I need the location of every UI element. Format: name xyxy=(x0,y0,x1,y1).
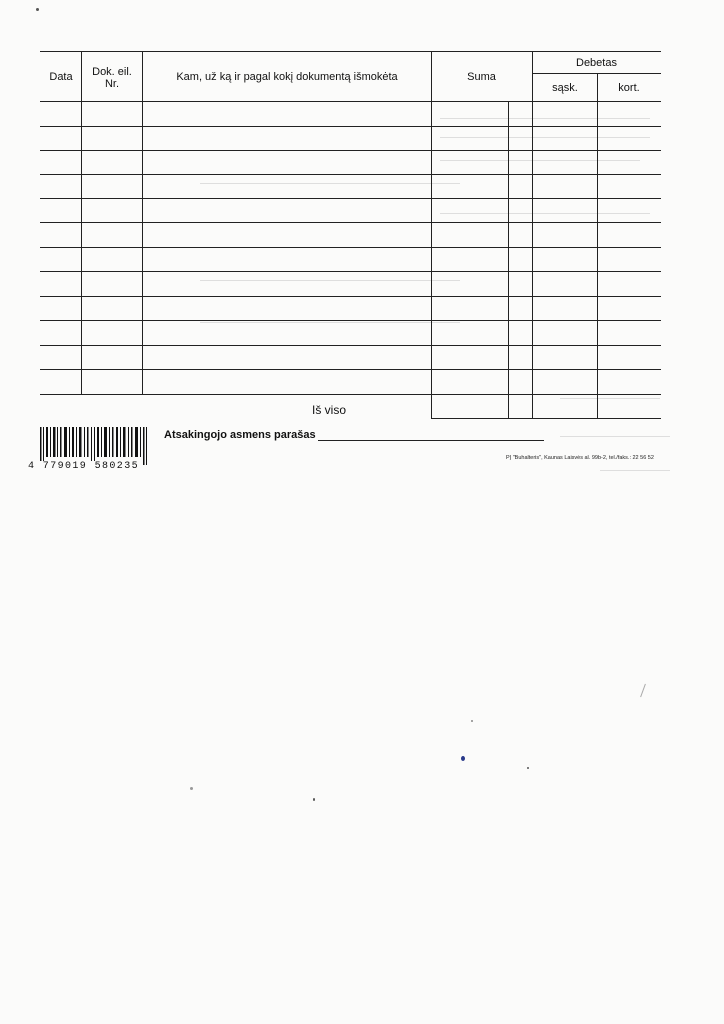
printer-info: PĮ "Buhalteris", Kaunas Laisvės al. 99b-2, tel./faks.: 22 56 52 xyxy=(506,455,654,461)
header-sask: sąsk. xyxy=(552,82,578,94)
row-line xyxy=(40,174,661,175)
row-line xyxy=(40,150,661,151)
header-suma: Suma xyxy=(467,71,496,83)
header-kam: Kam, už ką ir pagal kokį dokumentą išmokėta xyxy=(176,71,398,83)
barcode-number: 4 779019 580235 xyxy=(28,461,140,472)
row-line xyxy=(40,320,661,321)
col-divider-data xyxy=(81,51,82,394)
table-top-border xyxy=(40,51,661,52)
header-dok-eil-nr: Dok. eil. Nr. xyxy=(92,66,132,90)
dust-speck xyxy=(471,720,473,722)
ink-speck xyxy=(461,756,465,761)
pen-mark xyxy=(640,684,646,697)
row-line xyxy=(40,296,661,297)
header-debetas: Debetas xyxy=(576,57,617,69)
col-divider-kam xyxy=(431,51,432,418)
header-data: Data xyxy=(49,71,73,83)
signature-line xyxy=(318,440,544,441)
col-divider-sask xyxy=(597,73,598,418)
row-line xyxy=(40,126,661,127)
total-label: Iš viso xyxy=(312,403,347,417)
dust-speck xyxy=(36,8,39,11)
row-line xyxy=(40,394,661,395)
dust-speck xyxy=(313,798,315,801)
header-bottom-border xyxy=(40,101,661,102)
dust-speck xyxy=(527,767,529,769)
col-divider-suma xyxy=(532,51,533,418)
signature-label: Atsakingojo asmens parašas xyxy=(164,429,316,441)
col-divider-suma-cents xyxy=(508,101,509,418)
row-line xyxy=(40,271,661,272)
row-line xyxy=(40,345,661,346)
row-line xyxy=(40,247,661,248)
total-row-bottom xyxy=(431,418,661,419)
row-line xyxy=(40,198,661,199)
header-kort: kort. xyxy=(618,82,640,94)
row-line xyxy=(40,222,661,223)
dust-speck xyxy=(190,787,193,790)
col-divider-dok xyxy=(142,51,143,394)
row-line xyxy=(40,369,661,370)
